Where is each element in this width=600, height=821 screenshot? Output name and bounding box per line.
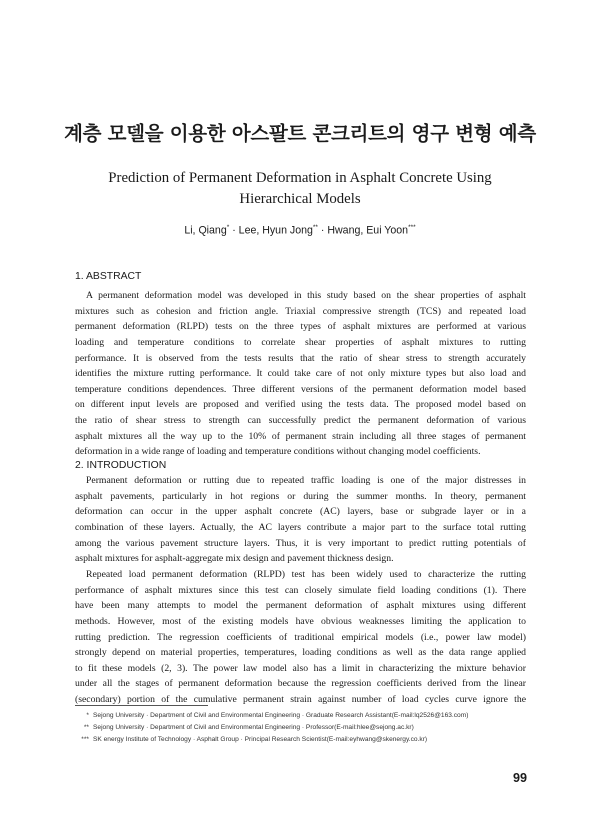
introduction-heading: 2. INTRODUCTION xyxy=(75,460,167,471)
footnote-mark: * xyxy=(86,712,89,719)
english-title xyxy=(70,168,530,210)
footnote-divider xyxy=(75,705,208,706)
footnotes xyxy=(75,710,535,746)
author-name: Lee, Hyun Jong xyxy=(238,224,313,237)
text-line: methods. However, most of the existing models have obvious weaknesses limiting the application to xyxy=(75,615,526,627)
text-line: loading and temperature conditions to correlate shear properties of asphalt mixtures to rutting xyxy=(75,336,526,348)
author-separator: · xyxy=(317,224,328,237)
text-line: (secondary) portion of the cumulative permanent strain against number of load cycles curve ignore the xyxy=(75,694,526,706)
affiliation-mark: *** xyxy=(408,224,416,231)
text-line: asphalt pavements, particularly in hot regions or during the summer months. In theory, permanent xyxy=(75,490,526,502)
text-line: combination of these layers. Actually, the AC layers contribute a major part to the surface total rutting xyxy=(75,521,526,533)
text-line: strongly depend on material properties, temperatures, loading conditions as well as the data range applied xyxy=(75,647,526,659)
text-line: permanent deformation (RLPD) tests on the three types of asphalt mixtures are performed at various xyxy=(75,321,526,333)
english-title-line: Hierarchical Models xyxy=(239,191,361,207)
text-line: identifies the mixture rutting performance. It could take care of not only mixture types but also load and xyxy=(75,368,526,380)
footnote-text: SK energy Institute of Technology · Asphalt Group · Principal Research Scientist(E-mail:eyhwang@skenergy.co.kr) xyxy=(93,736,428,743)
footnote xyxy=(75,722,535,734)
abstract-body xyxy=(75,288,526,460)
text-line: performance of asphalt mixtures since this test can closely simulate field loading conditions (1). There xyxy=(75,584,526,596)
text-line: among the various pavement structure layers. Thus, it is very important to predict rutting potentials of xyxy=(75,537,526,549)
abstract-heading: 1. ABSTRACT xyxy=(75,271,142,282)
affiliation-mark: ** xyxy=(312,224,318,231)
footnote xyxy=(75,710,535,722)
author-separator: · xyxy=(229,224,239,237)
footnote-mark: ** xyxy=(83,724,89,731)
text-line: asphalt mixtures for asphalt-aggregate mix design and pavement thickness design. xyxy=(75,553,394,565)
affiliation-mark: * xyxy=(226,224,230,231)
footnote-text: Sejong University · Department of Civil and Environmental Engineering · Professor(E-mail:hlee@sejong.ac.kr) xyxy=(93,724,414,731)
text-line: Permanent deformation or rutting due to repeated traffic loading is one of the major distresses in xyxy=(86,475,526,486)
author-name: Hwang, Eui Yoon xyxy=(327,224,409,237)
text-line: Repeated load permanent deformation (RLPD) test has been widely used to characterize the rutting xyxy=(86,569,526,580)
introduction-paragraph-2 xyxy=(75,567,526,708)
english-title-line: Prediction of Permanent Deformation in Asphalt Concrete Using xyxy=(108,170,492,186)
text-line: under all the stages of permanent deformation because the regression coefficients derived from the linear xyxy=(75,678,526,690)
footnote xyxy=(75,734,535,746)
introduction-paragraph-1 xyxy=(75,473,526,567)
footnote-mark: *** xyxy=(81,736,89,743)
text-line: performance. It is observed from the tests results that the ratio of shear stress to strength accurately xyxy=(75,352,526,364)
korean-title: 계층 모델을 이용한 아스팔트 콘크리트의 영구 변형 예측 xyxy=(64,122,536,145)
text-line: to fit these models (2, 3). The power law model also has a limit in characterizing the mixture behavior xyxy=(75,662,526,674)
author-name: Li, Qiang xyxy=(184,224,227,237)
text-line: have been many attempts to model the permanent deformation of asphalt mixtures using different xyxy=(75,600,526,612)
text-line: asphalt mixtures all the way up to the 10% of permanent strain including all three stages of permanent xyxy=(75,430,526,442)
footnote-text: Sejong University · Department of Civil and Environmental Engineering · Graduate Research Assistant(E-mail:lq2526@163.com) xyxy=(93,712,469,719)
page-number: 99 xyxy=(512,771,527,785)
text-line: A permanent deformation model was developed in this study based on the shear properties of asphalt xyxy=(86,290,526,301)
text-line: deformation in a wide range of loading and temperature conditions without changing model coefficients. xyxy=(75,446,481,458)
authors-line xyxy=(0,224,600,237)
text-line: rutting prediction. The regression coefficients of traditional empirical models (i.e., power law model) xyxy=(75,631,526,643)
text-line: on different input levels are proposed and verified using the tests data. The proposed model based on xyxy=(75,399,526,411)
text-line: deformation can occur in the upper asphalt concrete (AC) layers, base or subgrade layer or in a xyxy=(75,506,526,518)
text-line: mixtures such as cohesion and friction angle. Triaxial compressive strength (TCS) and repeated load xyxy=(75,305,526,317)
text-line: temperature conditions dependences. Three different versions of the permanent deformation model based xyxy=(75,383,526,395)
text-line: the ratio of shear stress to strength can successfully predict the permanent deformation of various xyxy=(75,415,526,427)
